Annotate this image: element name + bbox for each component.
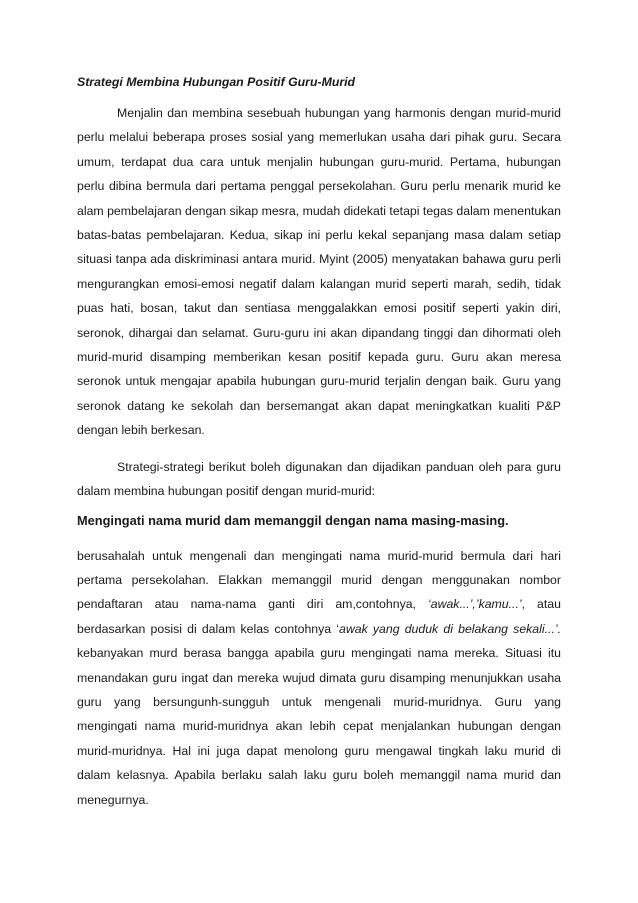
- document-page: [77, 73, 561, 812]
- strategy-intro-paragraph: Strategi-strategi berikut boleh digunakan dan dijadikan panduan oleh para guru dalam membina hubungan positif dengan murid-murid:: [77, 459, 561, 499]
- body-text-part-3: kebanyakan murd berasa bangga apabila guru mengingati nama mereka. Situasi itu menandakan guru ingat dan mereka wujud dimata guru disamping menunjukkan usaha guru yang bersungunh-sungguh untuk mengenali murid-muridnya. Guru yang mengingati nama murid-muridnya akan lebih cepat menjalankan hubungan dengan murid-muridnya. Hal ini juga dapat menolong guru mengawal tingkah laku murid di dalam kelasnya. Apabila berlaku salah laku guru boleh memanggil nama murid dan menegurnya.: [77, 646, 561, 807]
- body-italic-example-2: awak yang duduk di belakang sekali...’.: [339, 621, 562, 636]
- body-text-part-2: , atau berdasarkan posisi di dalam kelas contohnya ‘: [77, 597, 561, 636]
- section-heading: Mengingati nama murid dam memanggil dengan nama masing-masing.: [77, 512, 509, 528]
- intro-paragraph: Menjalin dan membina sesebuah hubungan yang harmonis dengan murid-murid perlu melalui beberapa proses sosial yang memerlukan usaha dari pihak guru. Secara umum, terdapat dua cara untuk menjalin hubungan guru-murid. Pertama, hubungan perlu dibina bermula dari pertama penggal persekolahan. Guru perlu menarik murid ke alam pembelajaran dengan sikap mesra, mudah didekati tetapi tegas dalam menentukan batas-batas pembelajaran. Kedua, sikap ini perlu kekal sepanjang masa dalam setiap situasi tanpa ada diskriminasi antara murid. Myint (2005) menyatakan bahawa guru perli mengurangkan emosi-emosi negatif dalam kalangan murid seperti marah, sedih, tidak puas hati, bosan, takut dan sentiasa menggalakkan emosi positif seperti yakin diri, seronok, dihargai dan selamat. Guru-guru ini akan dipandang tinggi dan dihormati oleh murid-murid disamping memberikan kesan positif kepada guru. Guru akan meresa seronok untuk mengajar apabila hubungan guru-murid terjalin dengan baik. Guru yang seronok datang ke sekolah dan bersemangat akan dapat meningkatkan kualiti P&P dengan lebih berkesan.: [77, 106, 561, 438]
- body-text-part-1: berusahalah untuk mengenali dan mengingati nama murid-murid bermula dari hari pertama persekolahan. Elakkan memanggil murid dengan menggunakan nombor pendaftaran atau nama-nama ganti diri am,contohnya,: [77, 548, 561, 612]
- document-title: Strategi Membina Hubungan Positif Guru-Murid: [77, 75, 356, 89]
- section-body-paragraph: [77, 544, 561, 812]
- body-italic-example-1: ‘awak...’,’kamu...’: [428, 597, 522, 612]
